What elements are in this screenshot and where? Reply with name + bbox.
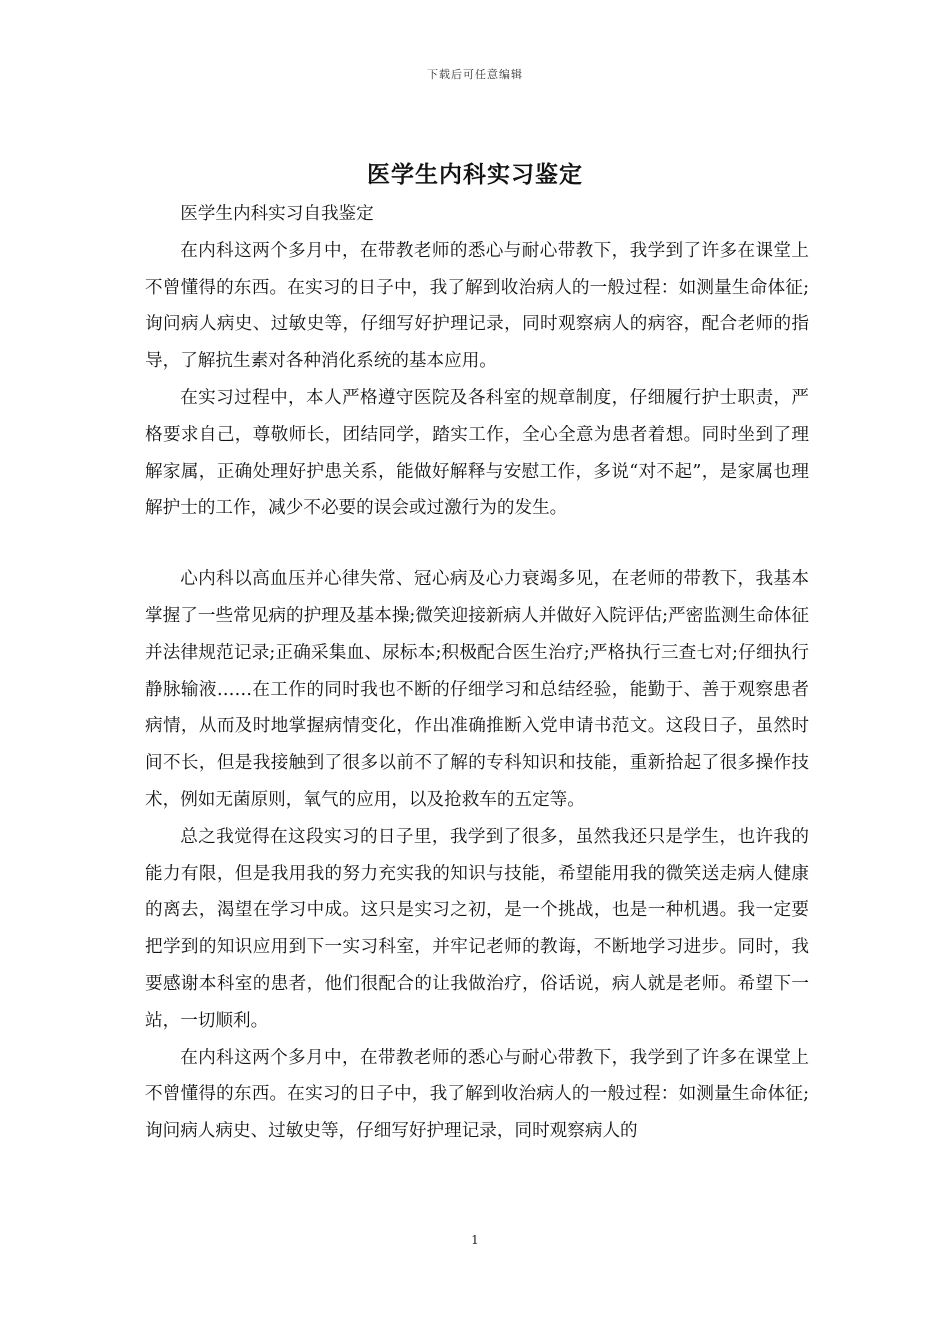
- body-paragraph: 在内科这两个多月中，在带教老师的悉心与耐心带教下，我学到了许多在课堂上不曾懂得的东西。在实习的日子中，我了解到收治病人的一般过程：如测量生命体征;询问病人病史、过敏史等，仔细写好护理记录，同时观察病人的病容，配合老师的指导，了解抗生素对各种消化系统的基本应用。: [145, 240, 809, 372]
- body-paragraph: 在内科这两个多月中，在带教老师的悉心与耐心带教下，我学到了许多在课堂上不曾懂得的东西。在实习的日子中，我了解到收治病人的一般过程：如测量生命体征;询问病人病史、过敏史等，仔细写好护理记录，同时观察病人的: [145, 1047, 809, 1142]
- document-body: [145, 196, 809, 1150]
- body-paragraph: 总之我觉得在这段实习的日子里，我学到了很多，虽然我还只是学生，也许我的能力有限，但是我用我的努力充实我的知识与技能，希望能用我的微笑送走病人健康的离去，渴望在学习中成。这只是实习之初，是一个挑战，也是一种机遇。我一定要把学到的知识应用到下一实习科室，并牢记老师的教诲，不断地学习进步。同时，我要感谢本科室的患者，他们很配合的让我做治疗，俗话说，病人就是老师。希望下一站，一切顺利。: [145, 826, 809, 1031]
- body-paragraph: 心内科以高血压并心律失常、冠心病及心力衰竭多见，在老师的带教下，我基本掌握了一些常见病的护理及基本操;微笑迎接新病人并做好入院评估;严密监测生命体征并法律规范记录;正确采集血、尿标本;积极配合医生治疗;严格执行三查七对;仔细执行静脉输液……在工作的同时我也不断的仔细学习和总结经验，能勤于、善于观察患者病情，从而及时地掌握病情变化，作出准确推断入党申请书范文。这段日子，虽然时间不长，但是我接触到了很多以前不了解的专科知识和技能，重新拾起了很多操作技术，例如无菌原则，氧气的应用，以及抢救车的五定等。: [145, 569, 809, 810]
- subtitle-paragraph: 医学生内科实习自我鉴定: [180, 204, 374, 224]
- header-note: 下载后可任意编辑: [427, 68, 523, 81]
- page-number: 1: [471, 1233, 479, 1247]
- document-title: 医学生内科实习鉴定: [367, 161, 583, 188]
- body-paragraph: 在实习过程中，本人严格遵守医院及各科室的规章制度，仔细履行护士职责，严格要求自己，尊敬师长，团结同学，踏实工作，全心全意为患者着想。同时坐到了理解家属，正确处理好护患关系，能做好解释与安慰工作，多说“对不起”，是家属也理解护士的工作，减少不必要的误会或过激行为的发生。: [145, 387, 809, 519]
